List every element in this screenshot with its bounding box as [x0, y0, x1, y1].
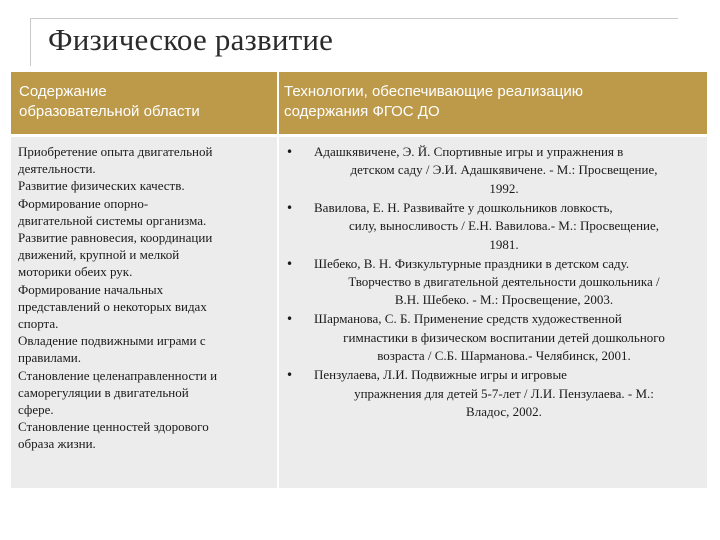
header-line: образовательной области	[19, 103, 200, 120]
reference-line: Вавилова, Е. Н. Развивайте у дошкольников ловкость,	[314, 199, 613, 215]
content-area-line: представлений о некоторых видах	[18, 298, 207, 314]
content-table	[11, 72, 707, 488]
reference-line: Адашкявичене, Э. Й. Спортивные игры и упражнения в	[314, 144, 624, 159]
reference-line: упражнения для детей 5-7-лет / Л.И. Пензулаева. - М.:	[354, 385, 654, 401]
content-area-line: Развитие равновесия, координации	[18, 230, 213, 246]
content-area-text	[18, 143, 274, 453]
reference-line: возраста / С.Б. Шарманова.- Челябинск, 2001.	[377, 348, 631, 364]
reference-line: детском саду / Э.И. Адашкявичене. - М.: Просвещение,	[350, 162, 658, 178]
reference-item	[279, 310, 694, 365]
reference-line: Шебеко, В. Н. Физкультурные праздники в детском саду.	[314, 255, 630, 271]
bullet-icon: •	[286, 145, 294, 159]
header-line: Содержание	[19, 83, 107, 100]
bullet-icon: •	[286, 368, 294, 383]
content-area-line: правилами.	[18, 350, 82, 366]
column-separator	[277, 72, 279, 488]
body-cell-technologies	[279, 137, 707, 488]
reference-item	[279, 255, 694, 310]
bullet-icon: •	[286, 256, 294, 271]
title-frame-left-line	[30, 18, 31, 66]
reference-list	[279, 143, 707, 422]
reference-line: 1981.	[489, 236, 519, 252]
content-area-line: Формирование начальных	[18, 281, 164, 297]
reference-line: Творчество в двигательной деятельности дошкольника /	[348, 274, 660, 290]
content-area-line: сфере.	[18, 402, 54, 418]
content-area-line: Овладение подвижными играми с	[18, 333, 206, 349]
reference-line: 1992.	[489, 180, 519, 196]
reference-line: Шарманова, С. Б. Применение средств художественной	[314, 311, 622, 327]
content-area-line: деятельности.	[18, 161, 96, 177]
slide-title: Физическое развитие	[48, 22, 334, 57]
header-line: Технологии, обеспечивающие реализацию	[284, 83, 583, 100]
header-line: содержания ФГОС ДО	[284, 103, 440, 120]
header-cell-content-area	[19, 82, 269, 122]
reference-line: гимнастики в физическом воспитании детей дошкольного	[343, 329, 665, 345]
content-area-line: двигательной системы организма.	[18, 212, 207, 228]
content-area-line: Приобретение опыта двигательной	[18, 144, 213, 159]
reference-line: Пензулаева, Л.И. Подвижные игры и игровые	[314, 367, 567, 383]
content-area-line: моторики обеих рук.	[18, 264, 133, 280]
content-area-line: саморегуляции в двигательной	[18, 384, 189, 400]
content-area-line: образа жизни.	[18, 436, 96, 452]
content-area-line: Становление целенаправленности и	[18, 367, 218, 383]
table-header-row	[11, 72, 707, 134]
reference-line: силу, выносливость / Е.Н. Вавилова.- М.: Просвещение,	[348, 218, 659, 234]
header-cell-technologies	[284, 82, 694, 122]
reference-line: Владос, 2002.	[466, 404, 542, 420]
bullet-icon: •	[286, 312, 294, 327]
reference-item	[279, 143, 694, 198]
body-cell-content-area	[11, 137, 277, 488]
content-area-line: Формирование опорно-	[18, 195, 149, 211]
reference-item	[279, 199, 694, 254]
content-area-line: Развитие физических качеств.	[18, 178, 185, 194]
title-frame-top-line	[30, 18, 678, 19]
bullet-icon: •	[286, 200, 294, 215]
reference-item	[279, 366, 694, 421]
content-area-line: движений, крупной и мелкой	[18, 247, 180, 263]
reference-line: В.Н. Шебеко. - М.: Просвещение, 2003.	[394, 292, 614, 308]
content-area-line: Становление ценностей здорового	[18, 419, 209, 435]
content-area-line: спорта.	[18, 316, 59, 332]
